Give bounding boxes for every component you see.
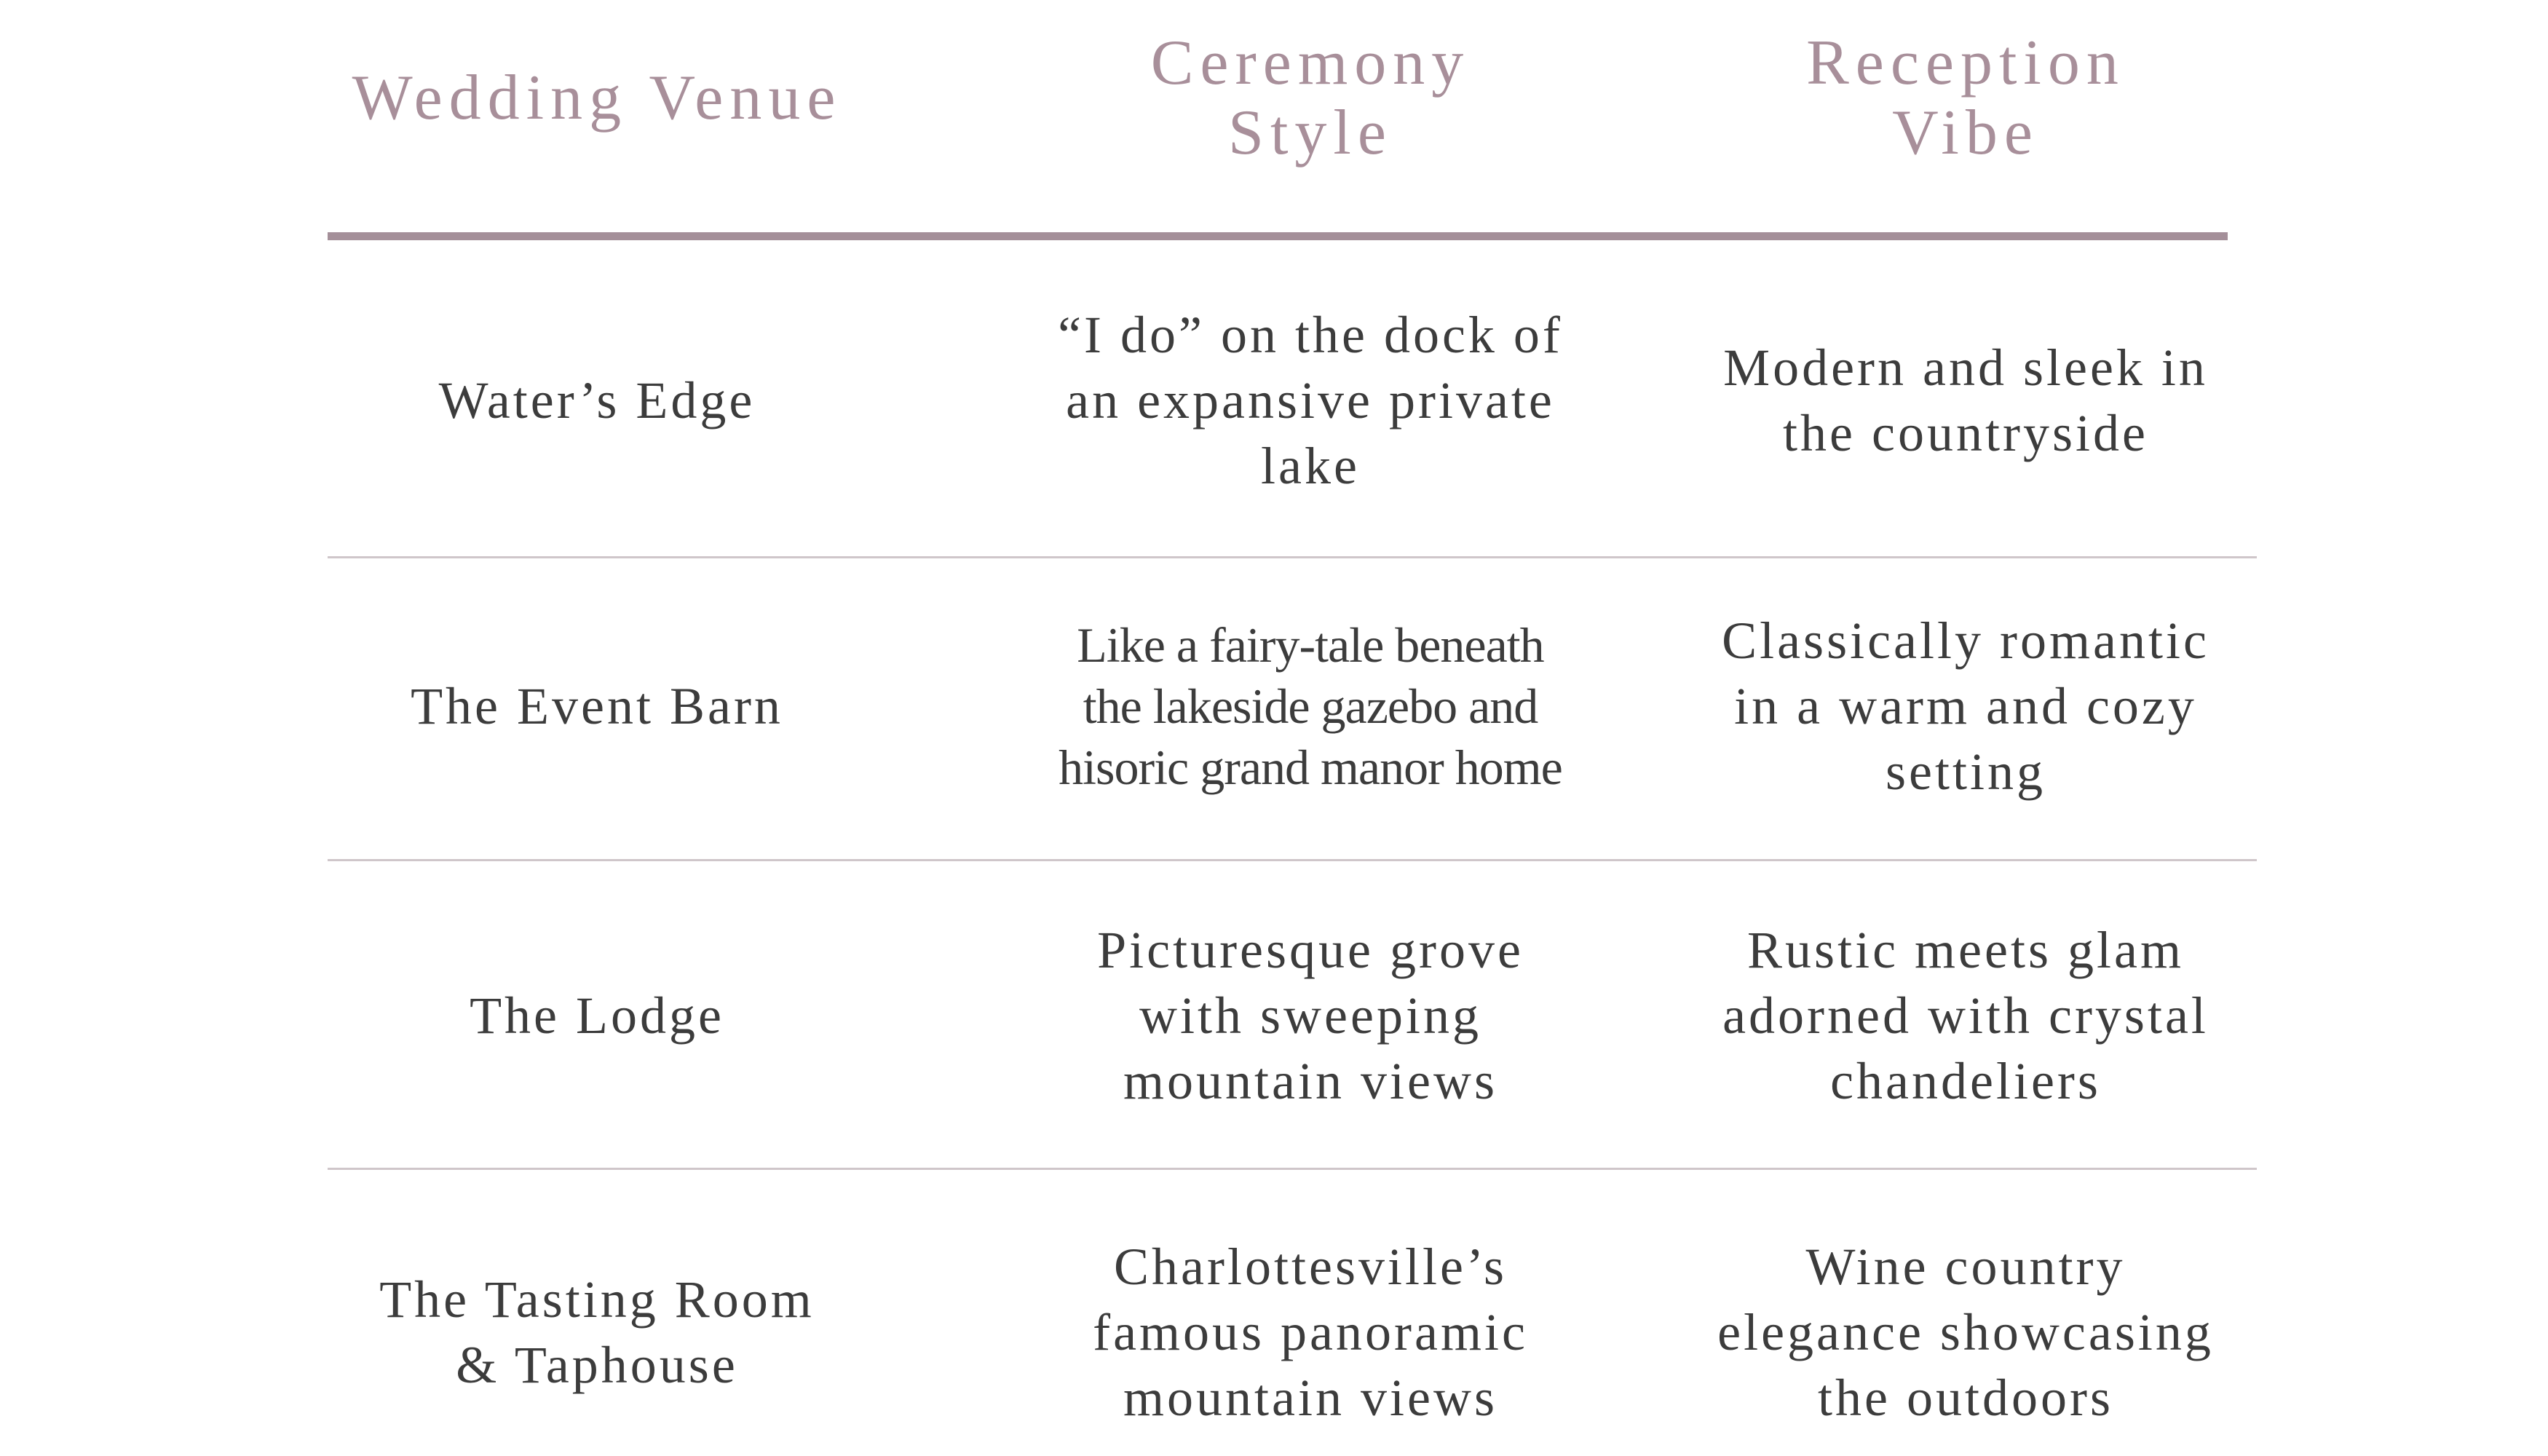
header-reception-line1: Reception (1806, 28, 2125, 98)
row-4-venue (328, 1208, 866, 1456)
header-reception-line2: Vibe (1892, 98, 2039, 168)
row-1-ceremony-line3: lake (1261, 437, 1360, 495)
row-2-venue-text: The Event Barn (411, 677, 783, 735)
header-reception-vibe (1638, 0, 2293, 197)
header-ceremony-line2: Style (1228, 98, 1393, 168)
row-3-reception-line1: Rustic meets glam (1747, 921, 2184, 979)
row-1-ceremony-line2: an expansive private (1066, 371, 1555, 430)
row-2-ceremony-line3: hisoric grand manor home (1059, 740, 1562, 795)
row-1-reception-line2: the countryside (1783, 404, 2148, 462)
row-2-reception-line3: setting (1885, 743, 2046, 801)
row-4-reception-line2: elegance showcasing (1717, 1303, 2214, 1361)
row-3-reception-line3: chandeliers (1830, 1052, 2101, 1110)
row-4-reception (1638, 1208, 2293, 1456)
row-2-ceremony-line1: Like a fairy-tale beneath (1077, 617, 1544, 673)
row-2-ceremony (983, 590, 1638, 823)
row-2-venue (328, 590, 866, 823)
row-3-venue-text: The Lodge (470, 986, 724, 1045)
header-divider (328, 232, 2228, 240)
row-divider-3 (328, 1168, 2257, 1170)
header-wedding-venue-text: Wedding Venue (352, 63, 842, 133)
row-3-ceremony-line3: mountain views (1123, 1052, 1497, 1110)
row-3-reception (1638, 895, 2293, 1136)
row-4-ceremony (983, 1208, 1638, 1456)
row-4-venue-line2: & Taphouse (456, 1336, 738, 1394)
row-divider-2 (328, 859, 2257, 861)
row-3-reception-line2: adorned with crystal (1722, 986, 2209, 1045)
row-2-reception-line1: Classically romantic (1722, 612, 2209, 670)
row-4-ceremony-line2: famous panoramic (1093, 1303, 1528, 1361)
row-2-reception-line2: in a warm and cozy (1734, 677, 2197, 735)
row-1-reception (1638, 284, 2293, 517)
header-wedding-venue (328, 0, 866, 197)
row-3-ceremony (983, 895, 1638, 1136)
row-3-venue (328, 895, 866, 1136)
row-1-ceremony-line1: “I do” on the dock of (1058, 306, 1563, 364)
row-divider-1 (328, 556, 2257, 558)
row-1-venue (328, 284, 866, 517)
header-ceremony-line1: Ceremony (1150, 28, 1471, 98)
row-1-reception-line1: Modern and sleek in (1723, 339, 2208, 397)
row-4-reception-line1: Wine country (1805, 1238, 2126, 1296)
header-ceremony-style (983, 0, 1638, 197)
row-3-ceremony-line1: Picturesque grove (1097, 921, 1524, 979)
row-4-ceremony-line3: mountain views (1123, 1369, 1497, 1427)
row-1-venue-text: Water’s Edge (438, 371, 756, 430)
row-3-ceremony-line2: with sweeping (1139, 986, 1481, 1045)
row-4-reception-line3: the outdoors (1818, 1369, 2113, 1427)
row-2-reception (1638, 590, 2293, 823)
row-4-ceremony-line1: Charlottesville’s (1114, 1238, 1507, 1296)
row-2-ceremony-line2: the lakeside gazebo and (1083, 678, 1538, 734)
venue-comparison-table (328, 0, 2257, 1456)
row-1-ceremony (983, 284, 1638, 517)
row-4-venue-line1: The Tasting Room (379, 1270, 815, 1329)
